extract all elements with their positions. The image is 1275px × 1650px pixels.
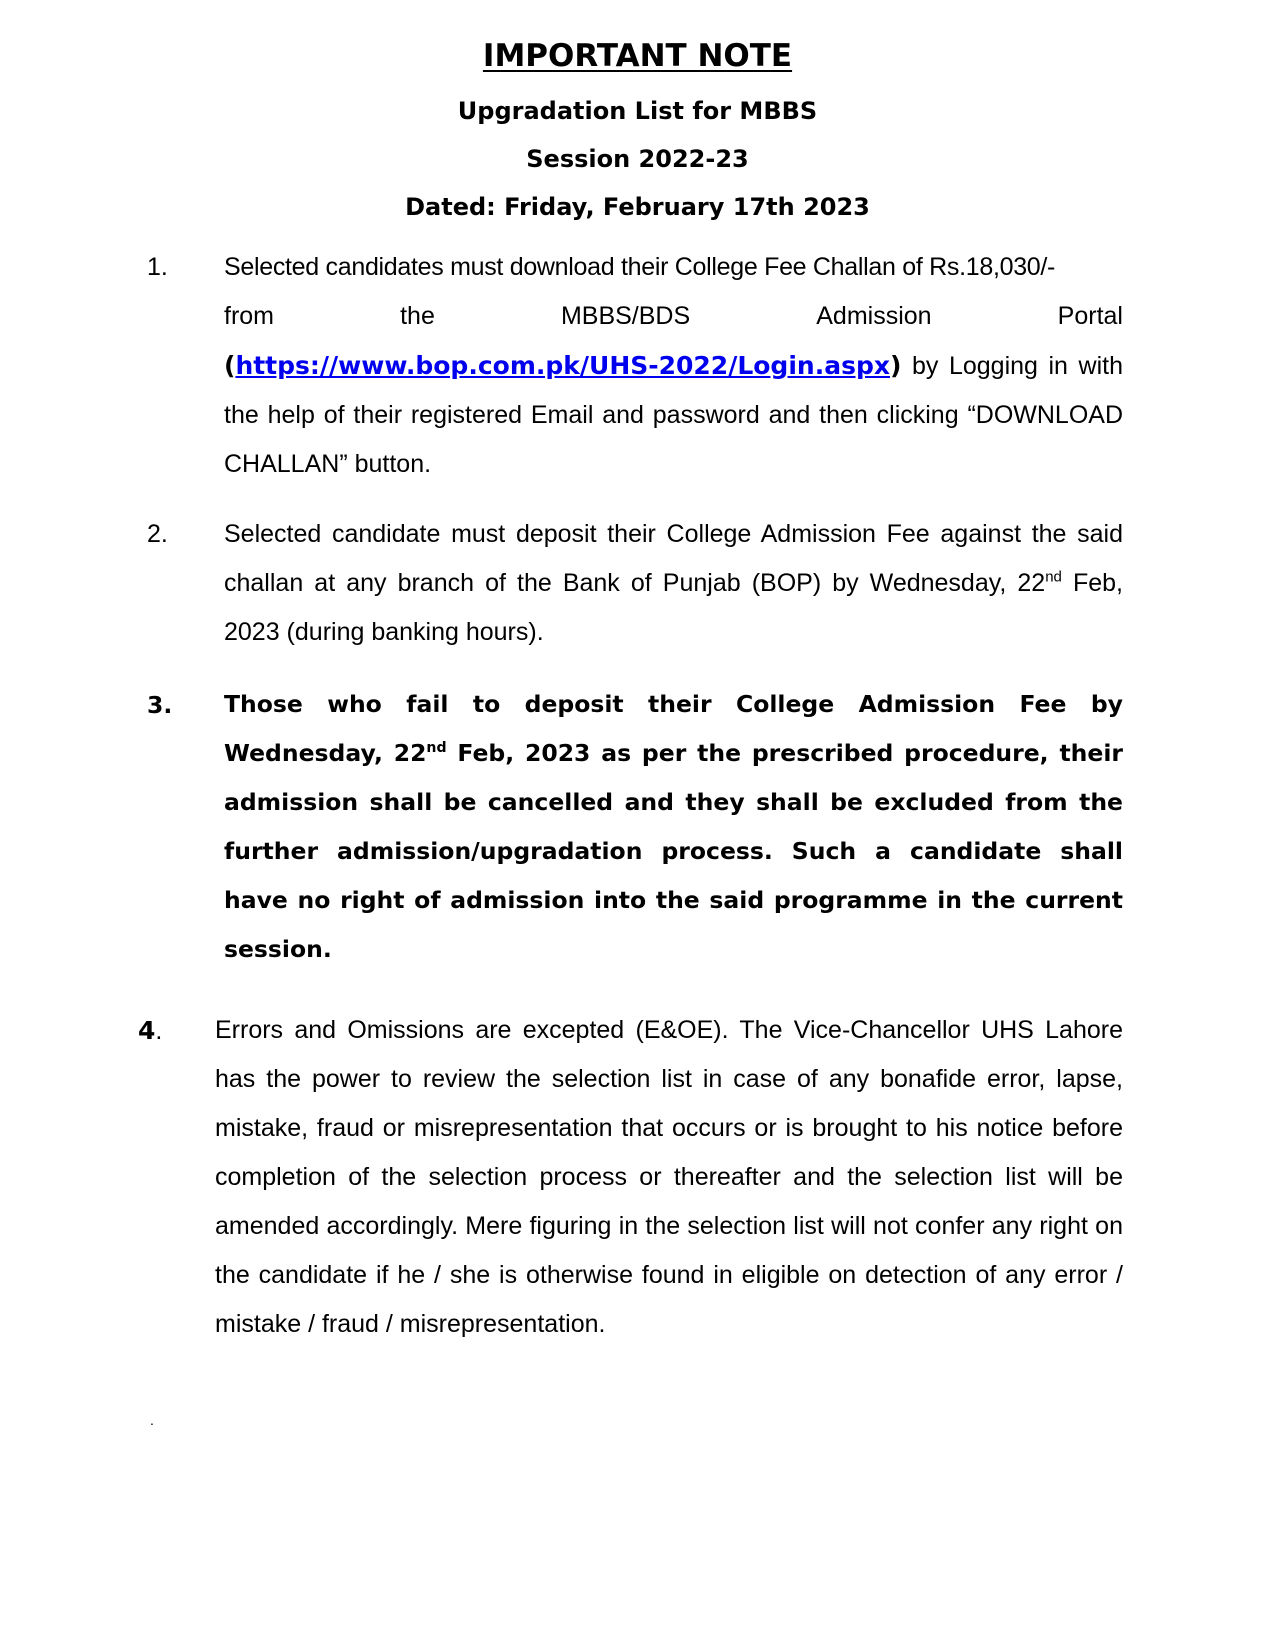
page-title: IMPORTANT NOTE xyxy=(482,38,793,74)
item-3-number: 3. xyxy=(147,691,173,719)
item-4-text: Errors and Omissions are excepted (E&OE). The Vice-Chancellor UHS Lahore has the power to review the selection list in case of any bonafide error, lapse, mistake, fraud or misrepresentation that occurs or is brought to his notice before completion of the selection process or thereafter and the selection list will be amended accordingly. Mere figuring in the selection list will not confer any right on the candidate if he / she is otherwise found in eligible on detection of any error / mistake / fraud / misrepresentation. xyxy=(215,1016,1123,1338)
item-1-word: Portal xyxy=(1057,302,1123,330)
ordinal-suffix: nd xyxy=(426,740,447,757)
item-4-number-main: 4 xyxy=(138,1016,156,1045)
date-line: Dated: Friday, February 17th 2023 xyxy=(405,193,870,221)
item-1-word: Admission xyxy=(816,302,932,330)
item-2-number: 2. xyxy=(147,520,168,548)
session-line: Session 2022-23 xyxy=(526,145,749,173)
item-1-line-2 xyxy=(224,292,1123,341)
item-3-text-b: Feb, 2023 as per the prescribed procedure, their admission shall be cancelled and they shall be excluded from the further admission/upgradation process. Such a candidate shall have no right of admission into the said programme in the current session. xyxy=(224,739,1123,963)
item-2-text-a: Selected candidate must deposit their College Admission Fee against the said challan at any branch of the Bank of Punjab (BOP) by Wednesday, 22 xyxy=(224,520,1123,597)
item-3-text-a: Those who fail to deposit their College Admission Fee by Wednesday, 22 xyxy=(224,690,1123,767)
item-1-after-link: by Logging in with the help of their registered Email and password and then clicking “DOWNLOAD CHALLAN” button. xyxy=(224,352,1123,478)
item-4-number-dot: . xyxy=(155,1017,163,1045)
item-1-line-1: Selected candidates must download their College Fee Challan of Rs.18,030/- xyxy=(224,253,1056,281)
item-2-text xyxy=(224,510,1123,657)
item-4-number xyxy=(138,1016,162,1046)
item-1-word: from xyxy=(224,302,274,330)
admission-portal-link[interactable]: https://www.bop.com.pk/UHS-2022/Login.aspx xyxy=(235,351,890,380)
item-3-text xyxy=(224,680,1123,974)
paren-open: ( xyxy=(224,351,236,380)
document-subtitle: Upgradation List for MBBS xyxy=(457,97,818,125)
item-2-text-b: Feb, 2023 (during banking hours). xyxy=(224,569,1123,646)
item-1-word: MBBS/BDS xyxy=(560,302,691,330)
ordinal-suffix: nd xyxy=(1045,568,1062,586)
footer-mark: . xyxy=(150,1412,154,1428)
paren-close: ) xyxy=(889,351,902,380)
item-1-word: the xyxy=(400,302,435,330)
item-1-text xyxy=(224,243,1123,489)
item-1-number: 1. xyxy=(147,253,168,281)
item-1-rest xyxy=(224,341,1123,489)
